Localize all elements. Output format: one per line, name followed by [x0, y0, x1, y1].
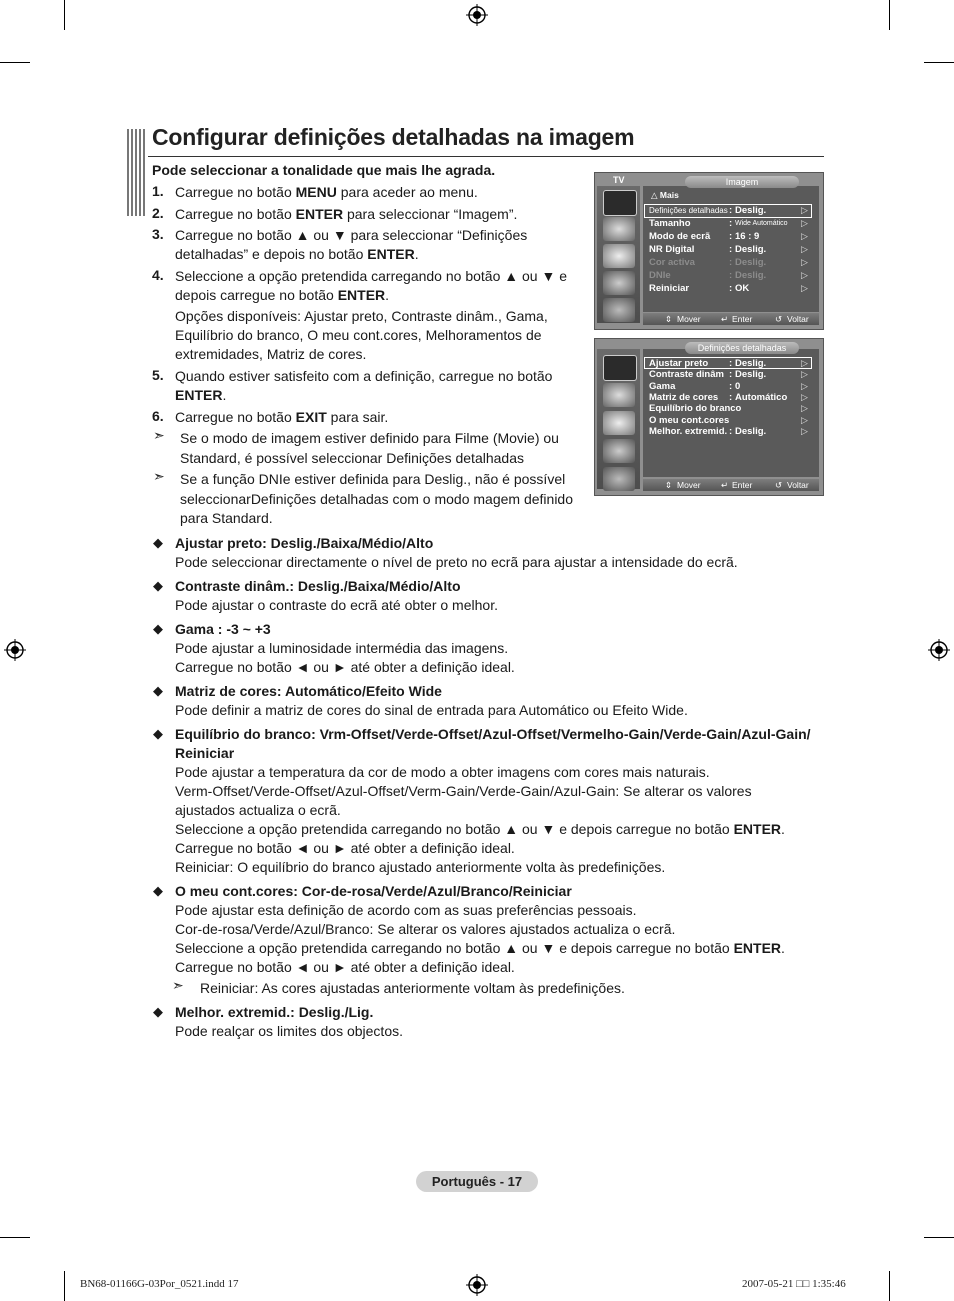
- text-run: ajustados actualiza o ecrã.: [175, 802, 341, 818]
- right-arrow-icon: ▷: [801, 218, 808, 228]
- section-heading: Equilíbrio do branco: Vrm-Offset/Verde-Offset/Azul-Offset/Vermelho-Gain/Verde-Gain/Azul-Gain/: [175, 726, 811, 742]
- section-heading: Matriz de cores: Automático/Efeito Wide: [175, 683, 442, 699]
- text-run: Reiniciar: O equilíbrio do branco ajustado anteriormente volta às predefinições.: [175, 859, 666, 875]
- menu-footer: [643, 313, 819, 325]
- menu-row-separator: :: [729, 270, 733, 281]
- section-heading: Gama : -3 ~ +3: [175, 621, 271, 637]
- diamond-bullet-icon: ◆: [153, 621, 163, 636]
- menu-row-label: Equilíbrio do branco: [649, 403, 742, 415]
- options-line: extremidades, Matriz de cores.: [175, 346, 367, 362]
- menu-row-separator: :: [729, 205, 733, 216]
- menu-row-label: NR Digital: [649, 244, 695, 255]
- step-text: [175, 205, 517, 224]
- crop-mark: [889, 0, 890, 30]
- page-title: Configurar definições detalhadas na imagem: [152, 124, 635, 150]
- diamond-bullet-icon: ◆: [153, 683, 163, 698]
- menu-row-separator: :: [729, 218, 733, 229]
- note-text: para Standard.: [180, 510, 273, 526]
- text-run: Verm-Offset/Verde-Offset/Azul-Offset/Verm-Gain/Verde-Gain/Azul-Gain: Se alterar os valores: [175, 783, 752, 799]
- crop-mark: [889, 1271, 890, 1301]
- menu-row-separator: :: [729, 369, 733, 381]
- menu-row-value: Deslig.: [735, 244, 767, 255]
- registration-mark-icon: [4, 639, 26, 661]
- text-run: detalhadas” e depois no botão: [175, 246, 368, 262]
- crop-mark: [924, 62, 954, 63]
- footer-move: Mover: [677, 480, 701, 490]
- channel-icon: [603, 411, 635, 435]
- section-text: [175, 658, 515, 677]
- section-text: [175, 782, 752, 801]
- crop-mark: [0, 62, 30, 63]
- page-number: Português - 17: [416, 1171, 538, 1192]
- menu-row-label: O meu cont.cores: [649, 414, 730, 426]
- text-run: .: [781, 821, 785, 837]
- more-label: △ Mais: [651, 190, 679, 200]
- text-run: Carregue no botão: [175, 205, 296, 222]
- section-text: [175, 553, 738, 572]
- intro-text: Pode seleccionar a tonalidade que mais lhe agrada.: [152, 162, 496, 178]
- text-run: Carregue no botão ◄ ou ► até obter a definição ideal.: [175, 840, 515, 856]
- text-run: Seleccione a opção pretendida carregando no botão ▲ ou ▼ e depois carregue no botão: [175, 940, 734, 956]
- diamond-bullet-icon: ◆: [153, 578, 163, 593]
- note-text: Se o modo de imagem estiver definido para Filme (Movie) ou: [180, 430, 559, 446]
- menu-row-value: 0: [735, 380, 741, 392]
- diamond-bullet-icon: ◆: [153, 535, 163, 550]
- step-number: 4.: [152, 266, 164, 283]
- menu-sidebar: [597, 186, 640, 323]
- section-text: [175, 958, 515, 977]
- menu-row-label: DNIe: [649, 270, 671, 281]
- footer-back: Voltar: [787, 314, 809, 324]
- crop-mark: [0, 1237, 30, 1238]
- text-run: Pode ajustar esta definição de acordo com as suas preferências pessoais.: [175, 902, 637, 918]
- note-arrow-icon: ➣: [153, 468, 165, 484]
- menu-row-separator: :: [729, 283, 733, 294]
- note-arrow-icon: ➣: [153, 427, 165, 443]
- menu-row-label: Gama: [649, 380, 676, 392]
- text-run: ENTER: [733, 821, 782, 837]
- section-text: [175, 920, 675, 939]
- step-text: [175, 267, 567, 286]
- note-text: seleccionarDefinições detalhadas com o modo magem definido: [180, 490, 573, 507]
- menu-row-separator: :: [729, 380, 733, 392]
- text-run: ENTER: [295, 205, 344, 222]
- right-arrow-icon: ▷: [801, 257, 808, 267]
- title-decoration: [127, 129, 145, 216]
- text-run: MENU: [295, 184, 337, 200]
- title-divider: [148, 156, 824, 157]
- text-run: Quando estiver satisfeito com a definição, carregue no botão: [175, 368, 553, 384]
- right-arrow-icon: ▷: [801, 283, 808, 293]
- step-text: [175, 183, 478, 202]
- menu-row-label: Tamanho: [649, 218, 691, 229]
- text-run: Carregue no botão ◄ ou ► até obter a definição ideal.: [175, 959, 515, 975]
- right-arrow-icon: ▷: [801, 403, 808, 414]
- right-arrow-icon: ▷: [801, 358, 808, 368]
- step-number: 6.: [152, 407, 164, 424]
- step-number: 2.: [152, 204, 164, 221]
- tv-menu-screen-definicoes: [594, 338, 824, 496]
- right-arrow-icon: ▷: [801, 270, 808, 280]
- text-run: ENTER: [175, 387, 223, 403]
- footer-enter: Enter: [732, 480, 753, 490]
- note-text: Se a função DNIe estiver definida para Deslig., não é possível: [180, 471, 566, 487]
- step-text: [175, 386, 226, 405]
- setup-icon: [603, 271, 635, 295]
- right-arrow-icon: ▷: [801, 369, 808, 380]
- text-run: depois carregue no botão: [175, 286, 338, 303]
- return-icon: ↺: [775, 314, 783, 324]
- menu-row-label: Ajustar preto: [649, 358, 709, 369]
- right-arrow-icon: ▷: [801, 380, 808, 391]
- menu-header: Imagem: [685, 176, 799, 188]
- menu-row-separator: :: [729, 244, 733, 255]
- menu-row-label: Cor activa: [649, 257, 695, 268]
- text-run: ENTER: [337, 286, 386, 303]
- text-run: .: [781, 940, 785, 956]
- move-icon: ⇕: [665, 480, 673, 490]
- channel-icon: [603, 244, 635, 268]
- menu-header: Definições detalhadas: [685, 342, 799, 354]
- text-run: Carregue no botão: [175, 408, 296, 425]
- tv-menu-screen-imagem: [594, 172, 824, 330]
- menu-row-separator: :: [729, 257, 733, 268]
- note-arrow-icon: ➣: [172, 977, 184, 993]
- text-run: Cor-de-rosa/Verde/Azul/Branco: Se alterar os valores ajustados actualiza o ecrã.: [175, 921, 676, 937]
- text-run: Carregue no botão ▲ ou ▼ para seleccionar “Definições: [175, 227, 528, 243]
- text-run: ENTER: [367, 246, 415, 262]
- note-text: Standard, é possível seleccionar Definições detalhadas: [180, 449, 524, 466]
- step-text: [175, 367, 552, 386]
- right-arrow-icon: ▷: [801, 414, 808, 425]
- text-run: .: [385, 286, 390, 303]
- section-text: [175, 701, 688, 720]
- section-heading: O meu cont.cores: Cor-de-rosa/Verde/Azul/Branco/Reiniciar: [175, 883, 572, 899]
- section-text: [175, 901, 637, 920]
- text-run: Pode ajustar a temperatura da cor de modo a obter imagens com cores mais naturais.: [175, 764, 710, 780]
- menu-footer: [643, 479, 819, 491]
- menu-row-value: Deslig.: [735, 369, 767, 381]
- input-icon: [603, 298, 635, 322]
- right-arrow-icon: ▷: [801, 231, 808, 241]
- text-run: Pode realçar os limites dos objectos.: [175, 1023, 403, 1039]
- return-icon: ↺: [775, 480, 783, 490]
- section-text: [175, 820, 785, 839]
- crop-mark: [924, 1237, 954, 1238]
- menu-row-label: Definições detalhadas: [649, 206, 728, 215]
- sound-icon: [603, 383, 635, 407]
- section-text: [175, 858, 665, 877]
- step-text: [175, 286, 389, 305]
- menu-row-value: Deslig.: [735, 270, 767, 281]
- text-run: ENTER: [733, 940, 782, 956]
- section-note: Reiniciar: As cores ajustadas anteriormente voltam às predefinições.: [200, 980, 625, 996]
- menu-row-value: Deslig.: [735, 358, 767, 369]
- menu-row-label: Contraste dinâm: [649, 369, 724, 381]
- menu-sidebar: [597, 349, 640, 489]
- enter-icon: ↵: [721, 480, 729, 490]
- menu-row-label: Modo de ecrã: [649, 231, 711, 242]
- menu-row-label: Melhor. extremid.: [649, 425, 728, 437]
- menu-row-label: Matriz de cores: [649, 391, 719, 403]
- text-run: para aceder ao menu.: [336, 184, 478, 200]
- crop-mark: [64, 1271, 65, 1301]
- diamond-bullet-icon: ◆: [153, 883, 163, 898]
- enter-icon: ↵: [721, 314, 729, 324]
- menu-rows: [649, 205, 817, 305]
- registration-mark-icon: [466, 1274, 488, 1296]
- step-number: 1.: [152, 183, 164, 199]
- menu-row-value: Wide Automático: [735, 220, 788, 227]
- step-text: [175, 408, 388, 427]
- registration-mark-icon: [928, 639, 950, 661]
- right-arrow-icon: ▷: [801, 391, 808, 402]
- text-run: Pode definir a matriz de cores do sinal de entrada para Automático ou Efeito Wide.: [175, 702, 688, 718]
- date-slug: 2007-05-21 □□ 1:35:46: [742, 1278, 846, 1290]
- text-run: .: [222, 387, 227, 403]
- section-text: [175, 1022, 403, 1041]
- section-text: [175, 839, 515, 858]
- section-heading: Ajustar preto: Deslig./Baixa/Médio/Alto: [175, 535, 434, 551]
- text-run: Seleccione a opção pretendida carregando no botão ▲ ou ▼ e: [175, 267, 567, 284]
- picture-icon: [603, 190, 637, 216]
- menu-row-separator: :: [729, 358, 733, 369]
- right-arrow-icon: ▷: [801, 205, 808, 215]
- menu-row-value: Deslig.: [735, 425, 767, 437]
- footer-back: Voltar: [787, 480, 809, 490]
- section-text: [175, 639, 508, 658]
- options-line: Equilíbrio do branco, O meu cont.cores, Melhoramentos de: [175, 327, 542, 343]
- text-run: .: [414, 246, 419, 262]
- input-icon: [603, 467, 635, 491]
- move-icon: ⇕: [665, 314, 673, 324]
- menu-row-value: Automático: [735, 391, 788, 403]
- step-text: [175, 245, 419, 264]
- diamond-bullet-icon: ◆: [153, 1004, 163, 1019]
- text-run: para seleccionar “Imagem”.: [343, 205, 518, 222]
- menu-row-label: Reiniciar: [649, 283, 690, 294]
- menu-row-value: OK: [735, 283, 750, 294]
- section-text: [175, 763, 710, 782]
- menu-row-separator: :: [729, 231, 733, 242]
- menu-row-value: Deslig.: [735, 257, 767, 268]
- menu-rows: [649, 358, 817, 458]
- footer-move: Mover: [677, 314, 701, 324]
- text-run: Pode ajustar a luminosidade intermédia das imagens.: [175, 640, 509, 656]
- menu-row-separator: :: [729, 425, 733, 437]
- text-run: Carregue no botão: [175, 184, 296, 200]
- right-arrow-icon: ▷: [801, 425, 808, 436]
- menu-row-separator: :: [729, 391, 733, 403]
- text-run: EXIT: [295, 408, 327, 425]
- footer-enter: Enter: [732, 314, 753, 324]
- text-run: Pode ajustar o contraste do ecrã até obter o melhor.: [175, 597, 498, 613]
- section-text: [175, 939, 785, 958]
- section-heading: Contraste dinâm.: Deslig./Baixa/Médio/Alto: [175, 578, 461, 594]
- text-run: para sair.: [326, 408, 389, 425]
- setup-icon: [603, 439, 635, 463]
- step-text: [175, 226, 527, 245]
- section-heading: Melhor. extremid.: Deslig./Lig.: [175, 1004, 374, 1020]
- text-run: Seleccione a opção pretendida carregando no botão ▲ ou ▼ e depois carregue no botão: [175, 821, 734, 837]
- file-slug: BN68-01166G-03Por_0521.indd 17: [80, 1278, 239, 1290]
- registration-mark-icon: [466, 4, 488, 26]
- section-text: [175, 596, 498, 615]
- options-line: Opções disponíveis: Ajustar preto, Contraste dinâm., Gama,: [175, 308, 548, 324]
- diamond-bullet-icon: ◆: [153, 726, 163, 741]
- step-number: 3.: [152, 226, 164, 242]
- section-heading: Reiniciar: [175, 745, 235, 761]
- right-arrow-icon: ▷: [801, 244, 808, 254]
- step-number: 5.: [152, 367, 164, 383]
- picture-icon: [603, 355, 637, 381]
- tv-label: TV: [613, 175, 625, 185]
- section-text: [175, 801, 341, 820]
- text-run: Pode seleccionar directamente o nível de preto no ecrã para ajustar a intensidade do ecrã.: [175, 554, 738, 570]
- text-run: Carregue no botão ◄ ou ► até obter a definição ideal.: [175, 659, 515, 675]
- menu-row-value: Deslig.: [735, 205, 767, 216]
- sound-icon: [603, 217, 635, 241]
- menu-row-value: 16 : 9: [735, 231, 760, 242]
- crop-mark: [64, 0, 65, 30]
